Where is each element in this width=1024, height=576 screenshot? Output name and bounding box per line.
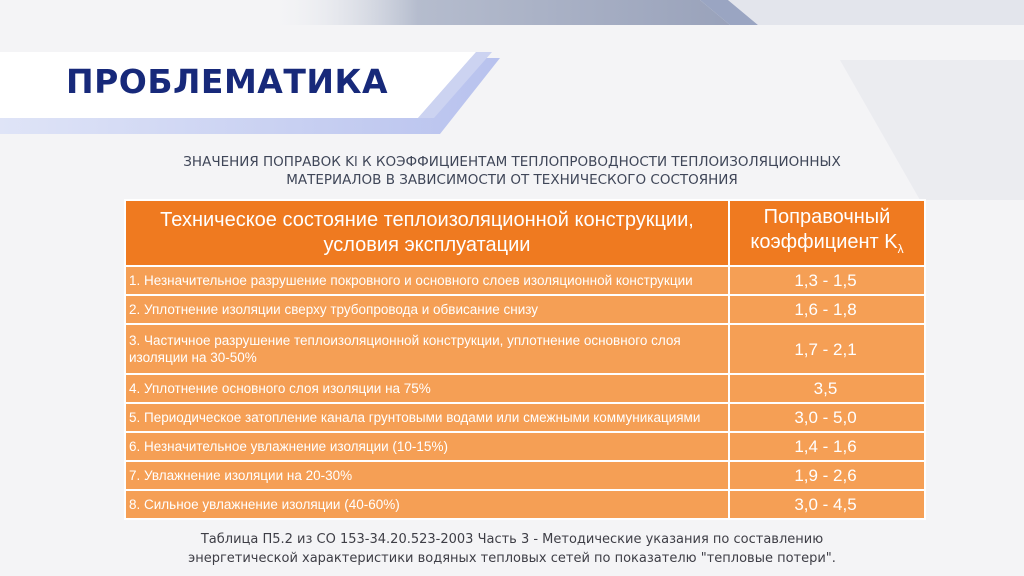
table-row (125, 266, 925, 295)
condition-cell: 2. Уплотнение изоляции сверху трубопровода и обвисание снизу (125, 295, 729, 324)
table-row (125, 490, 925, 519)
table-row (125, 461, 925, 490)
coefficient-cell: 3,5 (729, 374, 925, 403)
slide-title: ПРОБЛЕМАТИКА (66, 62, 388, 101)
table-row (125, 403, 925, 432)
condition-cell: 7. Увлажнение изоляции на 20-30% (125, 461, 729, 490)
condition-cell: 1. Незначительное разрушение покровного и основного слоев изоляционной конструкции (125, 266, 729, 295)
coefficient-cell: 1,4 - 1,6 (729, 432, 925, 461)
coefficient-cell: 3,0 - 5,0 (729, 403, 925, 432)
coefficient-cell: 1,3 - 1,5 (729, 266, 925, 295)
condition-cell: 4. Уплотнение основного слоя изоляции на 75% (125, 374, 729, 403)
coefficient-cell: 3,0 - 4,5 (729, 490, 925, 519)
correction-table (124, 199, 926, 520)
condition-cell: 8. Сильное увлажнение изоляции (40-60%) (125, 490, 729, 519)
table-row (125, 324, 925, 374)
header-condition (125, 200, 729, 266)
condition-cell: 6. Незначительное увлажнение изоляции (10-15%) (125, 432, 729, 461)
coefficient-cell: 1,6 - 1,8 (729, 295, 925, 324)
table-row (125, 295, 925, 324)
header-coefficient-subscript: λ (897, 241, 904, 256)
table-source-caption (140, 530, 884, 568)
table-row (125, 432, 925, 461)
table-subtitle (140, 153, 884, 189)
coefficient-cell: 1,9 - 2,6 (729, 461, 925, 490)
condition-cell: 5. Периодическое затопление канала грунтовыми водами или смежными коммуникациями (125, 403, 729, 432)
subtitle-line-1: ЗНАЧЕНИЯ ПОПРАВОК Kl К КОЭФФИЦИЕНТАМ ТЕПЛОПРОВОДНОСТИ ТЕПЛОИЗОЛЯЦИОННЫХ (183, 154, 841, 170)
header-condition-line-1: Техническое состояние теплоизоляционной конструкции, (160, 209, 694, 231)
condition-cell: 3. Частичное разрушение теплоизоляционной конструкции, уплотнение основного слоя изоляции на 30-50% (125, 324, 729, 374)
header-condition-line-2: условия эксплуатации (323, 234, 531, 256)
caption-line-1: Таблица П5.2 из СО 153-34.20.523-2003 Часть 3 - Методические указания по составлению (200, 532, 824, 547)
table-row (125, 374, 925, 403)
header-coefficient (729, 200, 925, 266)
table-header-row (125, 200, 925, 266)
correction-table-grid (124, 199, 926, 520)
subtitle-line-2: МАТЕРИАЛОВ В ЗАВИСИМОСТИ ОТ ТЕХНИЧЕСКОГО СОСТОЯНИЯ (286, 172, 738, 188)
header-coefficient-line-1: Поправочный (763, 205, 891, 228)
coefficient-cell: 1,7 - 2,1 (729, 324, 925, 374)
header-coefficient-line-2: коэффициент K (750, 230, 898, 253)
caption-line-2: энергетической характеристики водяных тепловых сетей по показателю "тепловые потери". (188, 551, 836, 566)
